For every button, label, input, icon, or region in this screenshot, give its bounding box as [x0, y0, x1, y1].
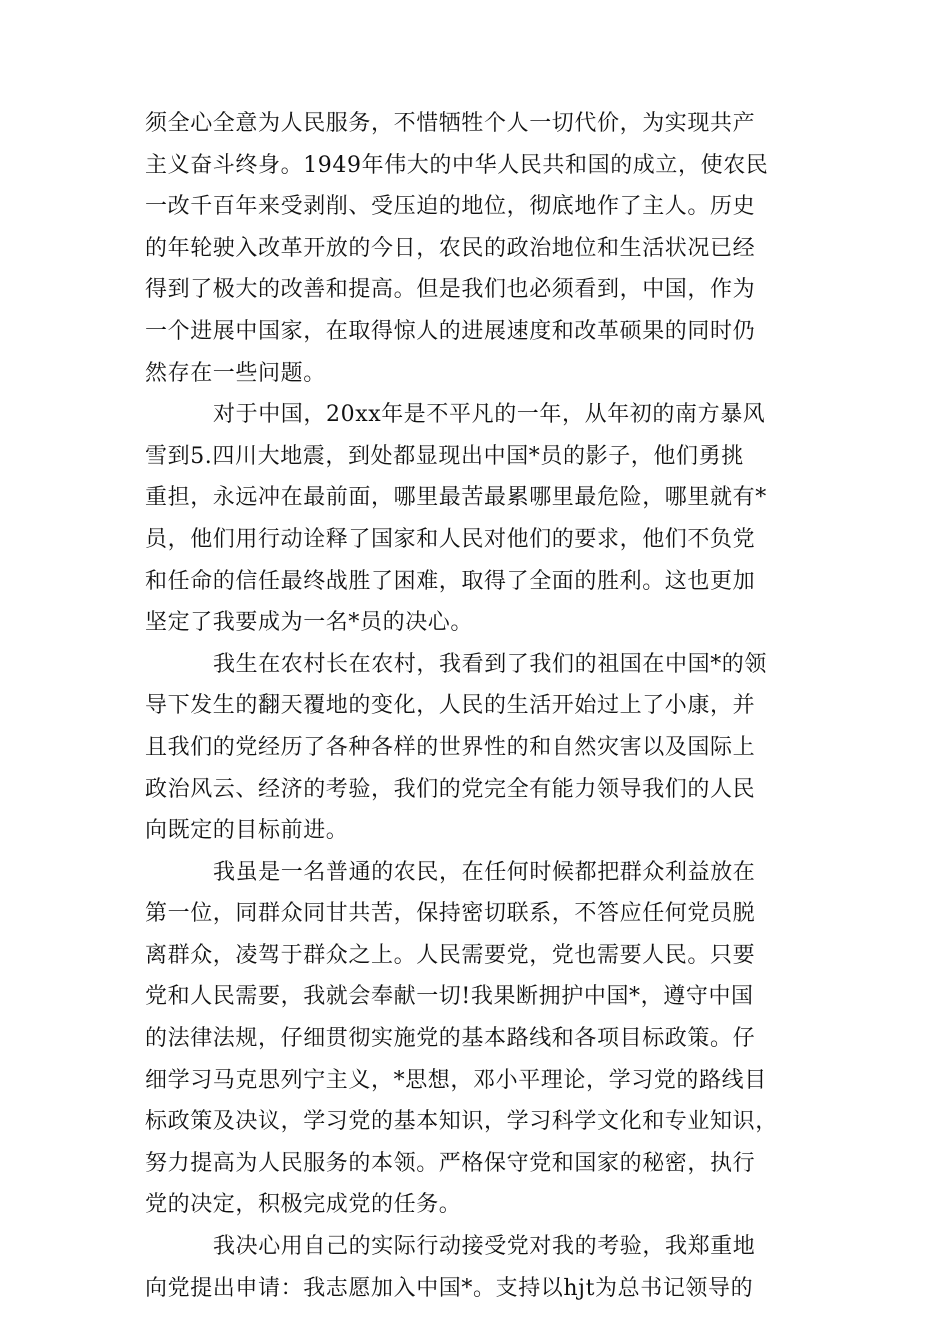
text-line: 标政策及决议，学习党的基本知识，学习科学文化和专业知识， [145, 1109, 778, 1135]
text-line: 政治风云、经济的考验，我们的党完全有能力领导我们的人民 [145, 776, 756, 802]
text-line: 得到了极大的改善和提高。但是我们也必须看到，中国，作为 [145, 277, 756, 303]
text-line: 导下发生的翻天覆地的变化，人民的生活开始过上了小康，并 [145, 693, 756, 719]
text-line: 的法律法规，仔细贯彻实施党的基本路线和各项目标政策。仔 [145, 1026, 756, 1052]
text-line: 细学习马克思列宁主义，*思想，邓小平理论，学习党的路线目 [145, 1067, 767, 1093]
text-line: 向既定的目标前进。 [145, 818, 349, 844]
document-body [145, 103, 805, 1309]
text-line: 雪到5.四川大地震，到处都显现出中国*员的影子，他们勇挑 [145, 443, 744, 469]
text-line: 主义奋斗终身。1949年伟大的中华人民共和国的成立，使农民 [145, 152, 769, 178]
text-line: 一个进展中国家，在取得惊人的进展速度和改革硕果的同时仍 [145, 318, 756, 344]
text-line: 我虽是一名普通的农民，在任何时候都把群众利益放在 [213, 859, 756, 885]
text-line: 离群众，凌驾于群众之上。人民需要党，党也需要人民。只要 [145, 942, 756, 968]
text-line: 对于中国，20xx年是不平凡的一年，从年初的南方暴风 [213, 402, 766, 428]
text-line: 的年轮驶入改革开放的今日，农民的政治地位和生活状况已经 [145, 235, 756, 261]
text-line: 第一位，同群众同甘共苦，保持密切联系，不答应任何党员脱 [145, 901, 756, 927]
text-line: 我决心用自己的实际行动接受党对我的考验，我郑重地 [213, 1234, 756, 1260]
text-line: 然存在一些问题。 [145, 360, 326, 386]
text-line: 向党提出申请：我志愿加入中国*。支持以hjt为总书记领导的 [145, 1275, 754, 1301]
text-line: 须全心全意为人民服务，不惜牺牲个人一切代价，为实现共产 [145, 111, 756, 136]
text-line: 重担，永远冲在最前面，哪里最苦最累哪里最危险，哪里就有* [145, 485, 767, 511]
text-line: 我生在农村长在农村，我看到了我们的祖国在中国*的领 [213, 651, 768, 677]
text-line: 且我们的党经历了各种各样的世界性的和自然灾害以及国际上 [145, 734, 756, 760]
text-line: 坚定了我要成为一名*员的决心。 [145, 610, 474, 636]
text-line: 和任命的信任最终战胜了困难，取得了全面的胜利。这也更加 [145, 568, 756, 594]
text-line: 努力提高为人民服务的本领。严格保守党和国家的秘密，执行 [145, 1150, 756, 1176]
text-line: 党和人民需要，我就会奉献一切!我果断拥护中国*，遵守中国 [145, 984, 754, 1010]
text-line: 党的决定，积极完成党的任务。 [145, 1192, 462, 1218]
text-line: 员，他们用行动诠释了国家和人民对他们的要求，他们不负党 [145, 526, 756, 552]
text-line: 一改千百年来受剥削、受压迫的地位，彻底地作了主人。历史 [145, 194, 756, 220]
